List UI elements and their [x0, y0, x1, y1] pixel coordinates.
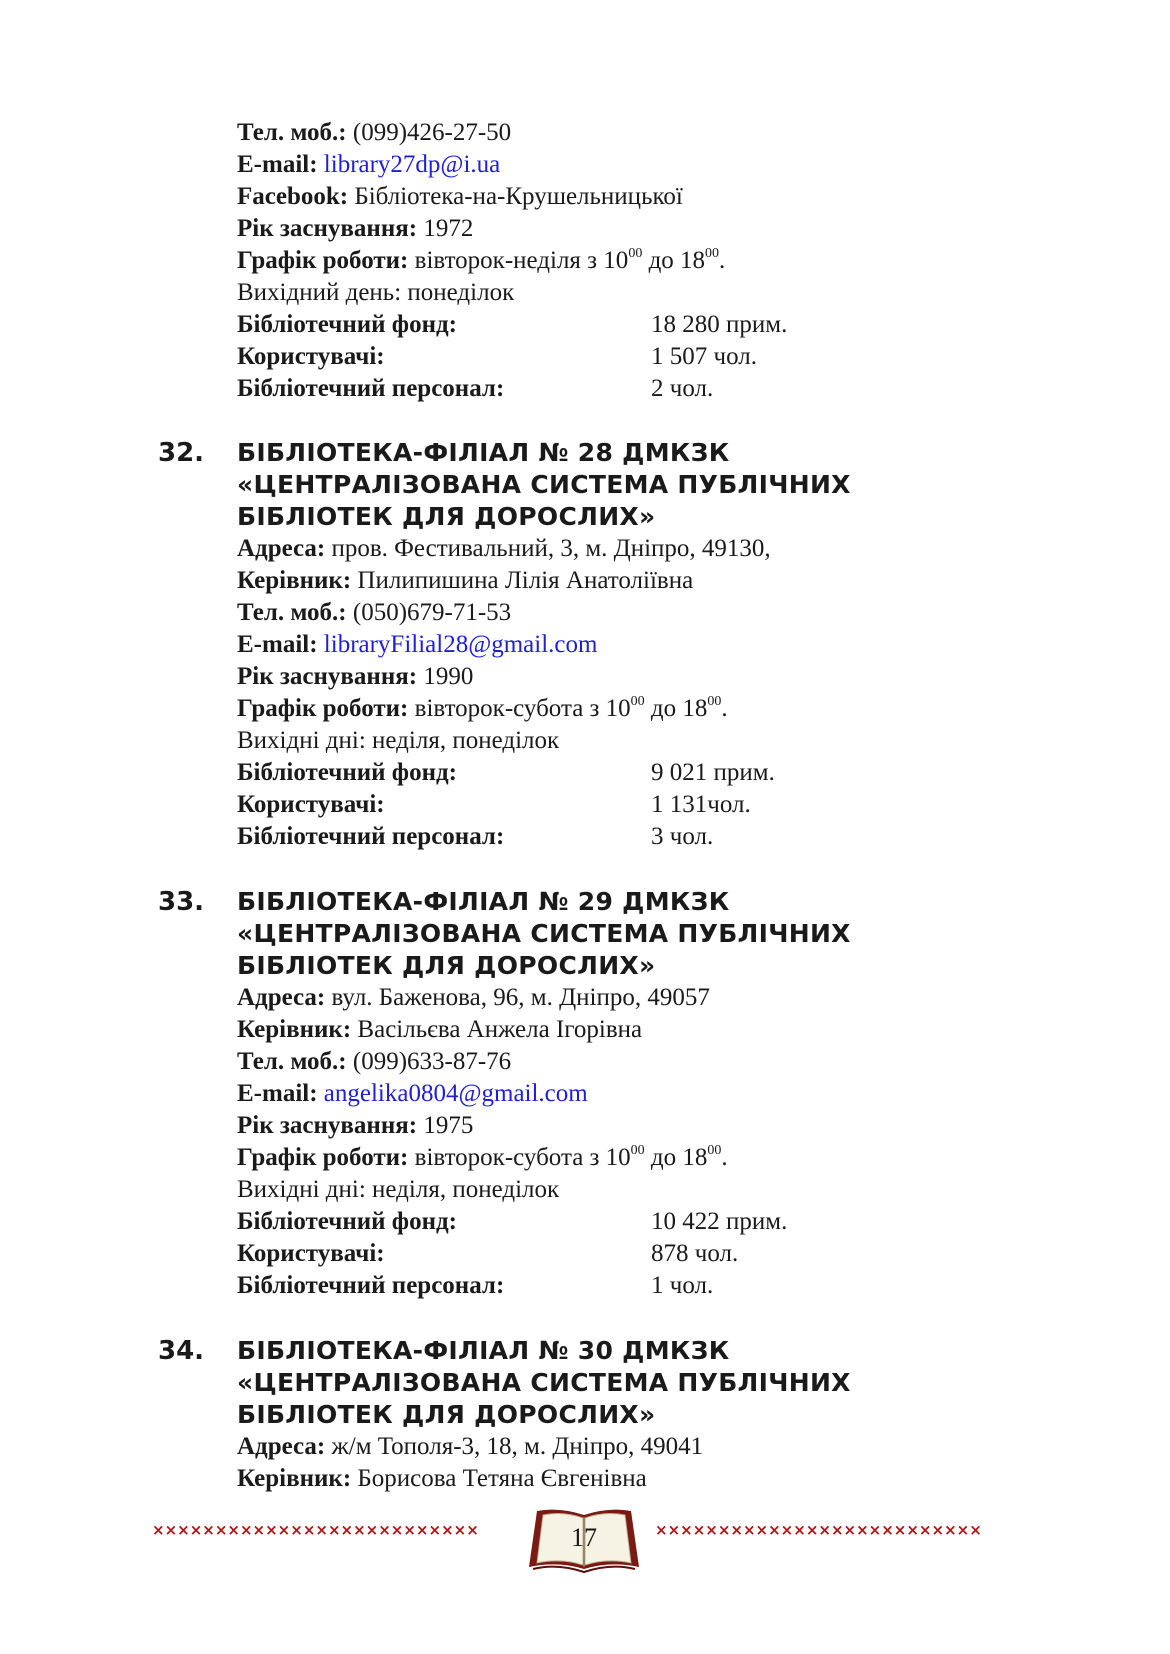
users-value: 1 507 чол.: [651, 343, 757, 370]
staff-value: 2 чол.: [651, 375, 714, 402]
users-value: 878 чол.: [651, 1240, 739, 1267]
dayoff-row: Вихідні дні: неділя, понеділок: [237, 727, 560, 754]
users-label: Користувачі:: [237, 343, 385, 370]
address-row: Адреса: пров. Фестивальний, 3, м. Дніпро, 49130,: [237, 535, 771, 562]
head-row: Керівник: Васільєва Анжела Ігорівна: [237, 1016, 643, 1043]
entry-title-line1: БІБЛІОТЕКА-ФІЛІАЛ № 28 ДМКЗК: [237, 438, 730, 467]
fund-value: 10 422 прим.: [651, 1208, 788, 1235]
fund-value: 9 021 прим.: [651, 759, 775, 786]
founded-row: Рік заснування: 1972: [237, 215, 474, 242]
email-link[interactable]: library27dp@i.ua: [323, 151, 501, 178]
entry-number: 32.: [158, 438, 205, 468]
founded-row: Рік заснування: 1975: [237, 1112, 474, 1139]
head-row: Керівник: Пилипишина Лілія Анатоліївна: [237, 567, 694, 594]
entry-number: 33.: [158, 887, 205, 917]
facebook-row: Facebook: Бібліотека-на-Крушельницької: [237, 183, 683, 210]
email-row: E-mail: library27dp@i.ua: [237, 151, 501, 178]
staff-value: 3 чол.: [651, 823, 714, 850]
email-row: E-mail: libraryFilial28@gmail.com: [237, 631, 598, 658]
page-number: 17: [571, 1523, 597, 1552]
ornament-right: ××××××××××××××××××××××××××: [655, 1521, 982, 1539]
email-link[interactable]: libraryFilial28@gmail.com: [323, 631, 598, 658]
schedule-row: Графік роботи: вівторок-субота з $10^{00}$ до $18^{00}$.: [237, 1143, 728, 1171]
users-label: Користувачі:: [237, 1240, 385, 1267]
fund-label: Бібліотечний фонд:: [237, 1208, 457, 1235]
phone-row: Тел. моб.: (099)426-27-50: [237, 119, 512, 146]
staff-label: Бібліотечний персонал:: [237, 823, 505, 850]
users-value: 1 131чол.: [651, 791, 751, 818]
schedule-row: Графік роботи: вівторок-неділя з $10^{00}$ до $18^{00}$.: [237, 246, 726, 274]
entry-title-line2: «ЦЕНТРАЛІЗОВАНА СИСТЕМА ПУБЛІЧНИХ: [237, 1368, 851, 1397]
phone-row: Тел. моб.: (050)679-71-53: [237, 599, 512, 626]
founded-row: Рік заснування: 1990: [237, 663, 474, 690]
staff-label: Бібліотечний персонал:: [237, 1272, 505, 1299]
fund-label: Бібліотечний фонд:: [237, 759, 457, 786]
entry-title-line2: «ЦЕНТРАЛІЗОВАНА СИСТЕМА ПУБЛІЧНИХ: [237, 919, 851, 948]
staff-label: Бібліотечний персонал:: [237, 375, 505, 402]
schedule-row: Графік роботи: вівторок-субота з $10^{00}$ до $18^{00}$.: [237, 694, 728, 722]
dayoff-row: Вихідні дні: неділя, понеділок: [237, 1176, 560, 1203]
ornament-left: ××××××××××××××××××××××××××: [152, 1521, 479, 1539]
entry-number: 34.: [158, 1336, 205, 1366]
fund-label: Бібліотечний фонд:: [237, 311, 457, 338]
email-link[interactable]: angelika0804@gmail.com: [323, 1080, 588, 1107]
dayoff-row: Вихідний день: понеділок: [237, 279, 515, 306]
entry-title-line2: «ЦЕНТРАЛІЗОВАНА СИСТЕМА ПУБЛІЧНИХ: [237, 470, 851, 499]
users-label: Користувачі:: [237, 791, 385, 818]
address-row: Адреса: ж/м Тополя-3, 18, м. Дніпро, 49041: [237, 1433, 704, 1460]
open-book-icon: [525, 1505, 643, 1577]
entry-title-line1: БІБЛІОТЕКА-ФІЛІАЛ № 29 ДМКЗК: [237, 887, 730, 916]
entry-title-line3: БІБЛІОТЕК ДЛЯ ДОРОСЛИХ»: [237, 502, 656, 531]
entry-title-line1: БІБЛІОТЕКА-ФІЛІАЛ № 30 ДМКЗК: [237, 1336, 730, 1365]
phone-row: Тел. моб.: (099)633-87-76: [237, 1048, 512, 1075]
staff-value: 1 чол.: [651, 1272, 714, 1299]
head-row: Керівник: Борисова Тетяна Євгенівна: [237, 1465, 647, 1492]
entry-title-line3: БІБЛІОТЕК ДЛЯ ДОРОСЛИХ»: [237, 951, 656, 980]
address-row: Адреса: вул. Баженова, 96, м. Дніпро, 49057: [237, 984, 710, 1011]
fund-value: 18 280 прим.: [651, 311, 788, 338]
entry-title-line3: БІБЛІОТЕК ДЛЯ ДОРОСЛИХ»: [237, 1400, 656, 1429]
email-row: E-mail: angelika0804@gmail.com: [237, 1080, 588, 1107]
